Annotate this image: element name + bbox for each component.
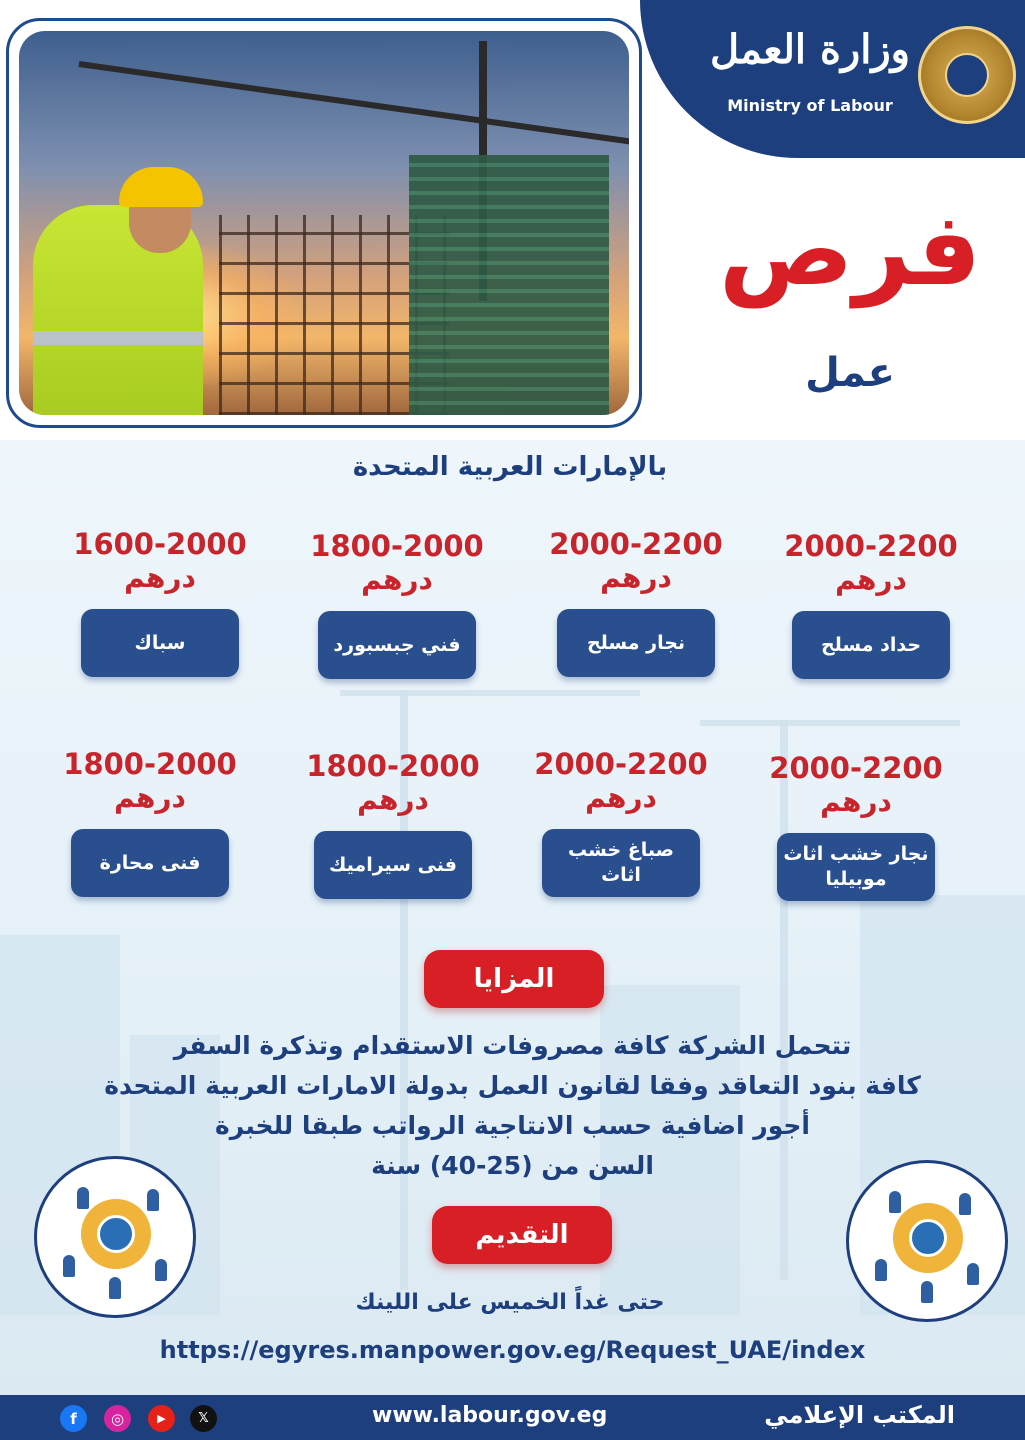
benefit-item: كافة بنود التعاقد وفقا لقانون العمل بدولة الامارات العربية المتحدة (104, 1071, 921, 1100)
application-link[interactable]: https://egyres.manpower.gov.eg/Request_UAE/index (159, 1336, 866, 1364)
instagram-icon[interactable]: ◎ (104, 1405, 131, 1432)
job-salary: 2000-2200 (534, 747, 708, 781)
job-salary: 2000-2200 (784, 529, 958, 563)
benefit-item: السن من (25-40) سنة (371, 1151, 654, 1180)
job-title-button[interactable]: صباغ خشب اثاث (542, 829, 700, 897)
job-title-button[interactable]: حداد مسلح (792, 611, 950, 679)
job-currency: درهم (114, 781, 186, 815)
media-office-label: المكتب الإعلامي (764, 1401, 955, 1429)
job-card (766, 752, 946, 901)
job-title-button[interactable]: سباك (81, 609, 239, 677)
job-card (303, 750, 483, 899)
job-salary: 1800-2000 (63, 747, 237, 781)
facebook-icon[interactable]: f (60, 1405, 87, 1432)
ministry-name-en: Ministry of Labour (727, 96, 893, 115)
job-currency: درهم (361, 563, 433, 597)
benefit-item: أجور اضافية حسب الانتاجية الرواتب طبقا للخبرة (215, 1111, 810, 1140)
job-card (60, 748, 240, 897)
job-title-button[interactable]: نجار مسلح (557, 609, 715, 677)
benefit-item: تتحمل الشركة كافة مصروفات الاستقدام وتذكرة السفر (173, 1031, 852, 1060)
teamwork-illustration-right (846, 1160, 1008, 1322)
job-currency: درهم (585, 781, 657, 815)
benefits-list (60, 1026, 965, 1186)
job-card (531, 748, 711, 897)
job-card (781, 530, 961, 679)
ministry-seal-logo (918, 26, 1016, 124)
teamwork-illustration-left (34, 1156, 196, 1318)
job-salary: 2000-2200 (549, 527, 723, 561)
benefits-button[interactable]: المزايا (424, 950, 604, 1008)
job-card (307, 530, 487, 679)
job-card (546, 528, 726, 677)
job-salary: 1800-2000 (310, 529, 484, 563)
youtube-icon[interactable]: ▶ (148, 1405, 175, 1432)
x-icon[interactable]: 𝕏 (190, 1405, 217, 1432)
job-salary: 2000-2200 (769, 751, 943, 785)
ministry-name-ar: وزارة العمل (710, 26, 910, 73)
job-title-button[interactable]: نجار خشب اثاث موبيليا (777, 833, 935, 901)
headline-subtitle: عمل (805, 350, 895, 396)
headline-title: فرص (718, 191, 982, 308)
job-currency: درهم (820, 785, 892, 819)
job-salary: 1800-2000 (306, 749, 480, 783)
job-currency: درهم (124, 561, 196, 595)
country-label: بالإمارات العربية المتحدة (352, 452, 668, 482)
job-card (70, 528, 250, 677)
website-link[interactable]: www.labour.gov.eg (372, 1403, 608, 1428)
job-currency: درهم (357, 783, 429, 817)
job-title-button[interactable]: فنى محارة (71, 829, 229, 897)
job-currency: درهم (835, 563, 907, 597)
apply-button[interactable]: التقديم (432, 1206, 612, 1264)
job-title-button[interactable]: فني جبسبورد (318, 611, 476, 679)
job-currency: درهم (600, 561, 672, 595)
deadline-text: حتى غداً الخميس على اللينك (355, 1290, 665, 1315)
job-title-button[interactable]: فنى سيراميك (314, 831, 472, 899)
footer-bar (0, 1395, 1025, 1440)
hero-photo (6, 18, 642, 428)
job-salary: 1600-2000 (73, 527, 247, 561)
construction-worker-image (19, 31, 629, 415)
